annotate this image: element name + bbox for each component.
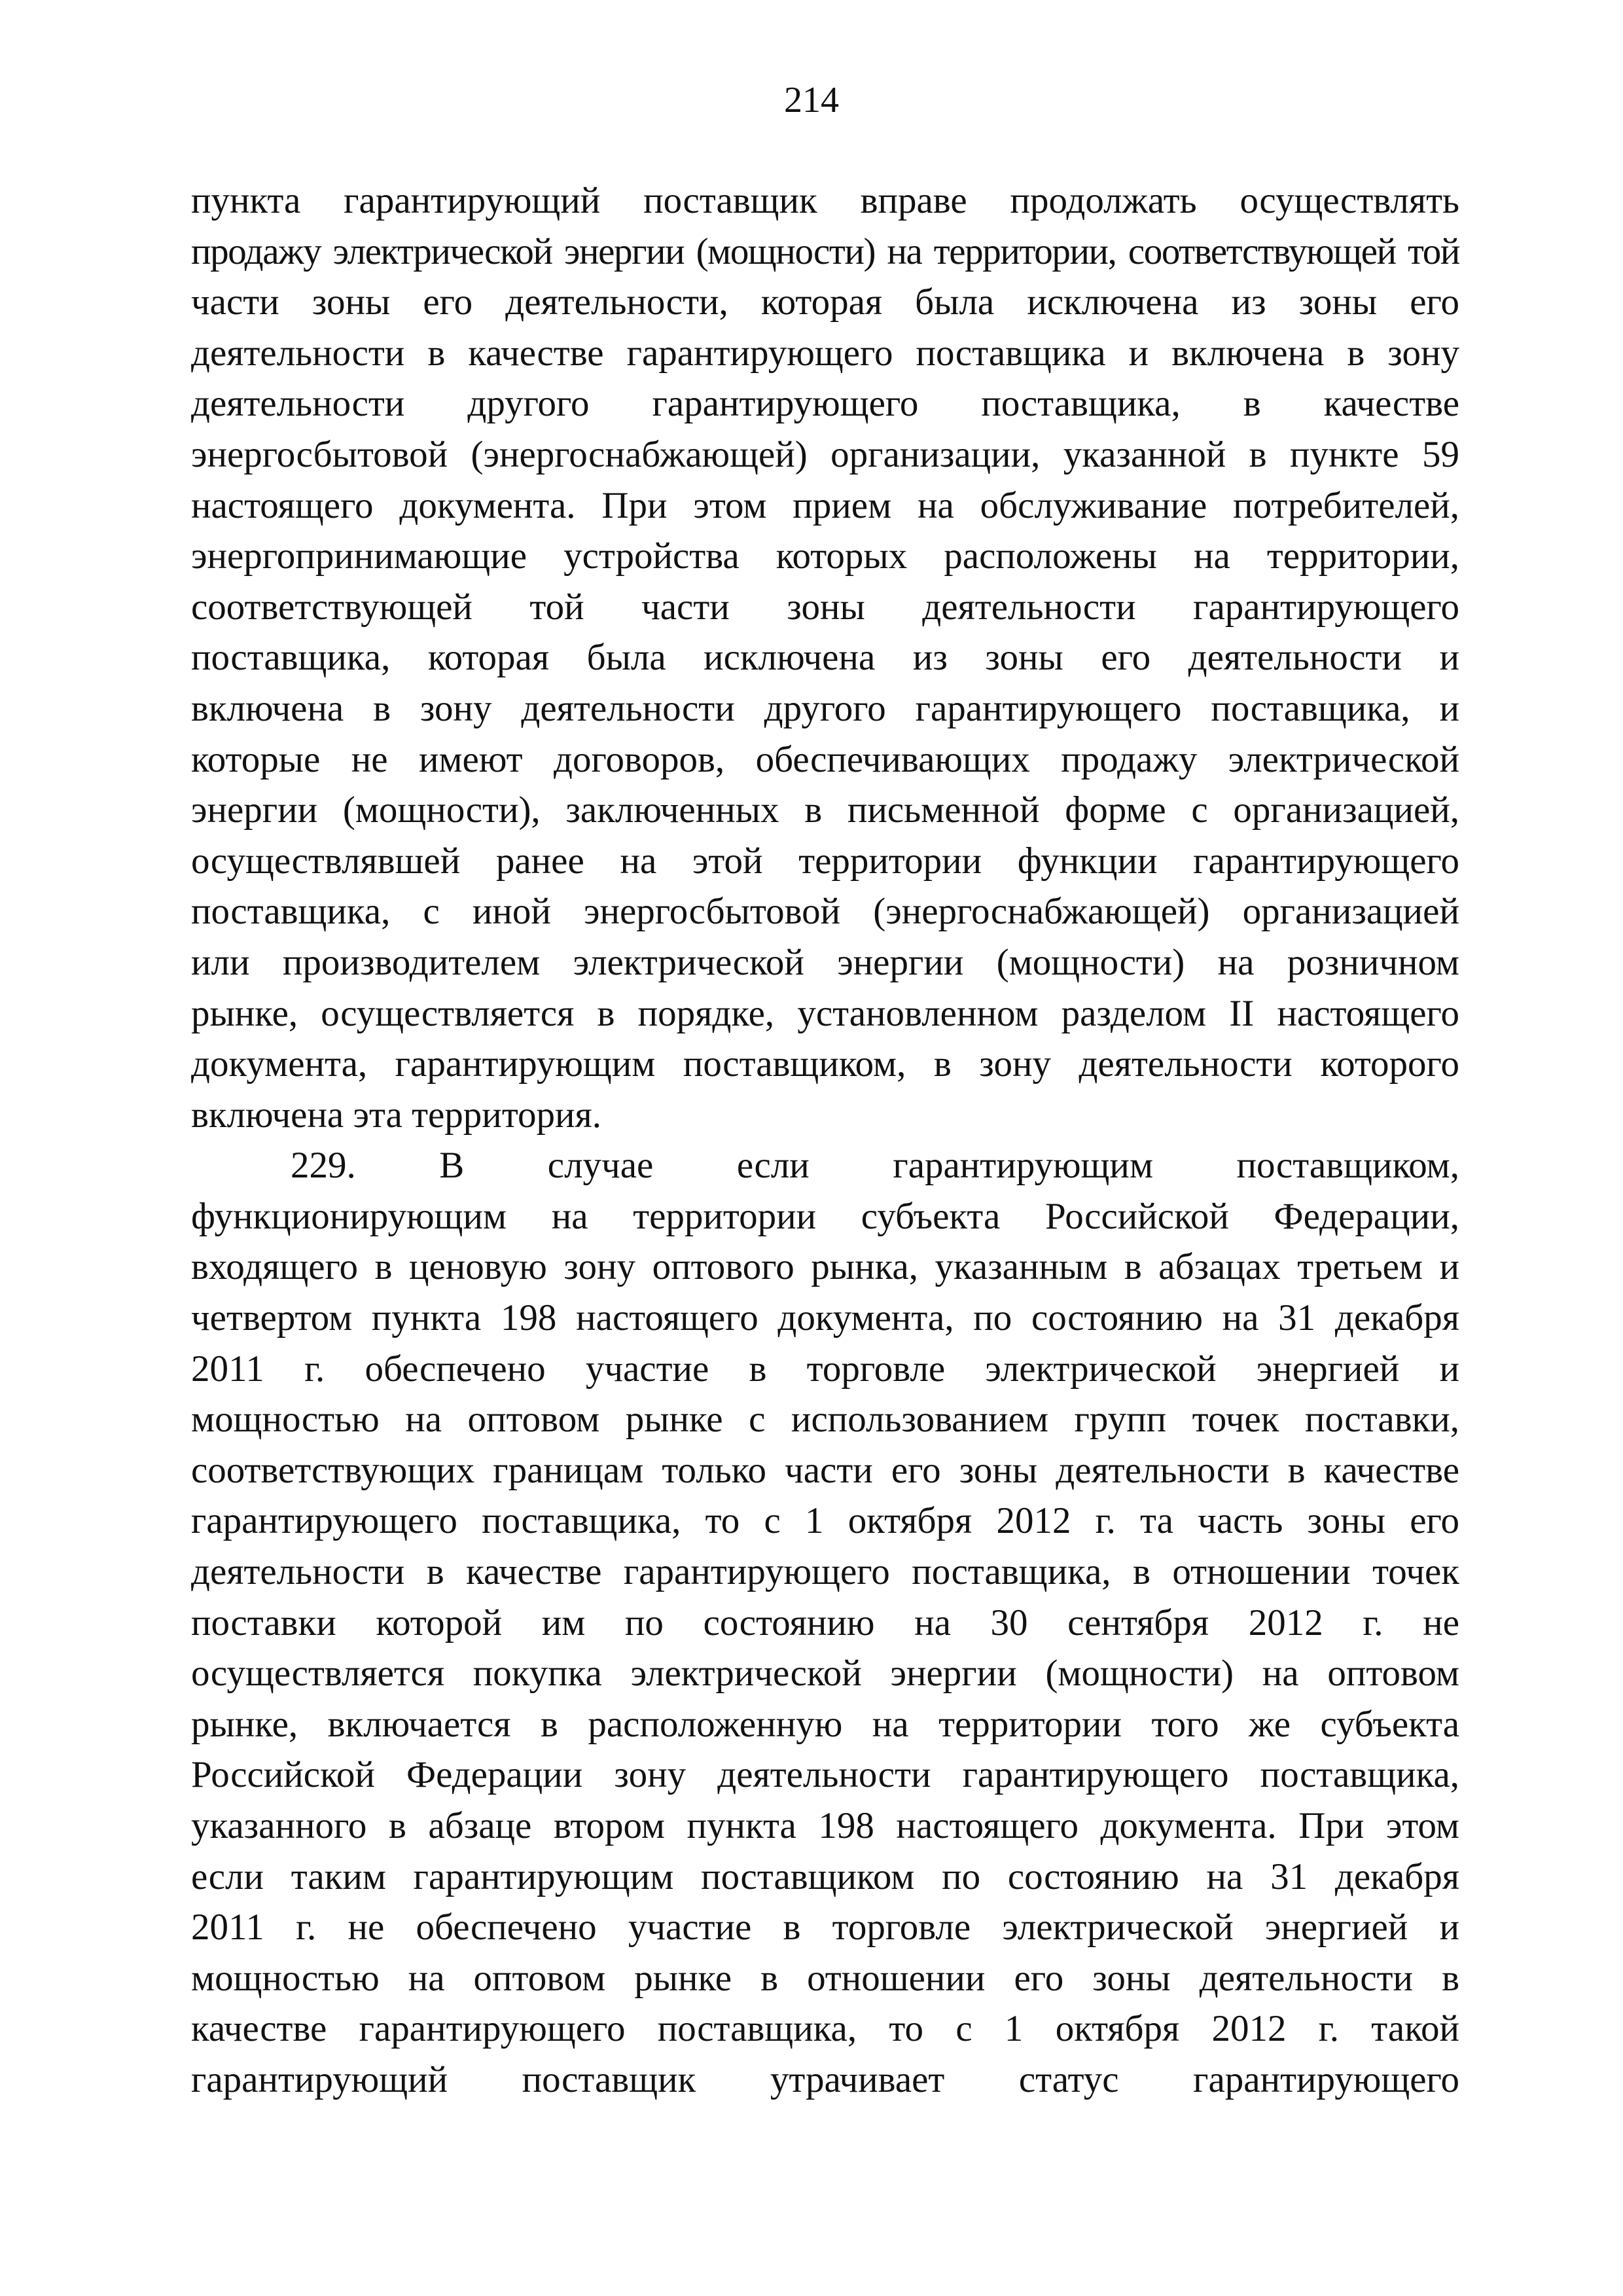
text-line: включена эта территория. [191, 1094, 601, 1136]
text-line: документа, гарантирующим поставщиком, в зону деятельности которого [191, 1043, 1459, 1085]
text-line: четвертом пункта 198 настоящего документа, по состоянию на 31 декабря [191, 1297, 1459, 1339]
text-line: если таким гарантирующим поставщиком по состоянию на 31 декабря [191, 1856, 1459, 1897]
text-line: энергии (мощности), заключенных в письменной форме с организацией, [191, 789, 1459, 831]
text-line: 2011 г. не обеспечено участие в торговле электрической энергией и [191, 1907, 1459, 1948]
text-line: 2011 г. обеспечено участие в торговле электрической энергией и [191, 1348, 1459, 1390]
text-line: Российской Федерации зону деятельности гарантирующего поставщика, [191, 1754, 1459, 1796]
text-line: деятельности в качестве гарантирующего поставщика и включена в зону [191, 332, 1459, 374]
text-line: настоящего документа. При этом прием на обслуживание потребителей, [191, 484, 1459, 526]
text-line: или производителем электрической энергии (мощности) на розничном [191, 941, 1459, 983]
text-line: качестве гарантирующего поставщика, то с 1 октября 2012 г. такой [191, 2008, 1459, 2050]
text-line: мощностью на оптовом рынке в отношении его зоны деятельности в [191, 1957, 1459, 1999]
text-line: энергосбытовой (энергоснабжающей) организации, указанной в пункте 59 [191, 433, 1459, 475]
text-line: рынке, осуществляется в порядке, установленном разделом II настоящего [191, 992, 1459, 1034]
text-line: поставщика, с иной энергосбытовой (энергоснабжающей) организацией [191, 891, 1459, 933]
text-line: соответствующих границам только части его зоны деятельности в качестве [191, 1449, 1459, 1491]
text-line: деятельности другого гарантирующего поставщика, в качестве [191, 383, 1459, 425]
text-line: рынке, включается в расположенную на территории того же субъекта [191, 1703, 1459, 1745]
document-body [191, 175, 1459, 2106]
text-line: мощностью на оптовом рынке с использованием групп точек поставки, [191, 1399, 1459, 1441]
text-line: продажу электрической энергии (мощности) на территории, соответствующей той [191, 230, 1459, 272]
page-number: 214 [784, 80, 839, 120]
text-line: энергопринимающие устройства которых расположены на территории, [191, 535, 1459, 577]
text-line: поставщика, которая была исключена из зоны его деятельности и [191, 637, 1459, 679]
text-line: осуществляется покупка электрической энергии (мощности) на оптовом [191, 1653, 1459, 1695]
text-line: 229. В случае если гарантирующим поставщиком, [291, 1145, 1459, 1187]
text-line: осуществлявшей ранее на этой территории функции гарантирующего [191, 840, 1459, 882]
text-line: поставки которой им по состоянию на 30 сентября 2012 г. не [191, 1602, 1459, 1643]
text-line: указанного в абзаце втором пункта 198 настоящего документа. При этом [191, 1805, 1459, 1846]
text-line: деятельности в качестве гарантирующего поставщика, в отношении точек [191, 1551, 1459, 1593]
text-line: которые не имеют договоров, обеспечивающих продажу электрической [191, 738, 1459, 780]
text-line: соответствующей той части зоны деятельности гарантирующего [191, 586, 1459, 628]
text-line: входящего в ценовую зону оптового рынка, указанным в абзацах третьем и [191, 1246, 1459, 1288]
text-line: гарантирующий поставщик утрачивает статус гарантирующего [191, 2058, 1459, 2100]
text-line: части зоны его деятельности, которая была исключена из зоны его [191, 281, 1459, 323]
text-line: функционирующим на территории субъекта Российской Федерации, [191, 1195, 1459, 1237]
text-line: гарантирующего поставщика, то с 1 октября 2012 г. та часть зоны его [191, 1500, 1459, 1542]
text-line: включена в зону деятельности другого гарантирующего поставщика, и [191, 687, 1459, 729]
text-line: пункта гарантирующий поставщик вправе продолжать осуществлять [191, 180, 1459, 221]
